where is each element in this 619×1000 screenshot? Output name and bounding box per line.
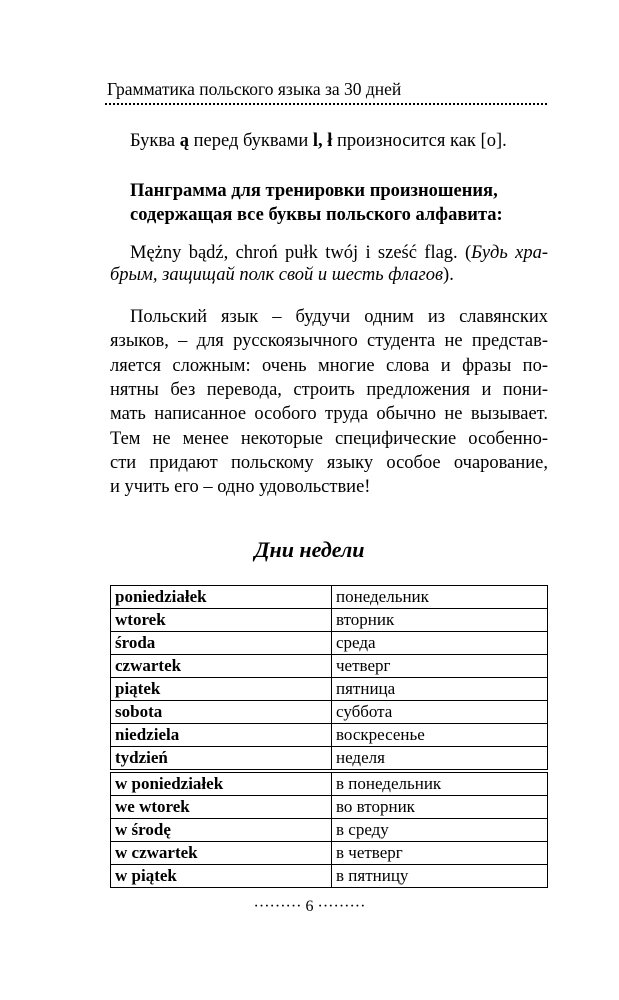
russian-word: вторник [332,609,548,632]
polish-word: poniedziałek [111,586,332,609]
table-row [111,747,548,770]
page-number [0,898,619,916]
table-row [111,701,548,724]
russian-word: суббота [332,701,548,724]
russian-word: в среду [332,819,548,842]
on-days-table [110,772,548,888]
russian-word: понедельник [332,586,548,609]
russian-word: неделя [332,747,548,770]
table-row [111,609,548,632]
russian-word: в пятницу [332,865,548,888]
table-row [111,724,548,747]
running-head: Грамматика польского языка за 30 дней [107,79,402,99]
paragraph-line: ляется сложным: очень многие слова и фразы по- [110,355,548,376]
header-rule [105,103,547,105]
polish-word: w piątek [111,865,332,888]
table-row [111,678,548,701]
pangram-close: ). [443,265,454,285]
russian-word: в понедельник [332,773,548,796]
polish-word: czwartek [111,655,332,678]
russian-word: в четверг [332,842,548,865]
pangram-line1 [110,241,548,265]
paragraph-line: языков, – для русскоязычного студента не представ- [110,331,548,352]
paragraph-line: нятны без перевода, строить предложения и пони- [110,379,548,400]
table-row [111,796,548,819]
table-row [111,842,548,865]
polish-word: we wtorek [111,796,332,819]
polish-word: środa [111,632,332,655]
folio-number: 6 [305,898,314,915]
rule-a-text-pre: Буква [130,131,180,151]
pangram-translation-2: брым, защищай полк свой и шесть флагов [110,265,444,285]
pangram-line2 [110,265,454,286]
polish-word: niedziela [111,724,332,747]
table-row [111,865,548,888]
polish-word: w środę [111,819,332,842]
pangram-translation-1: Будь хра- [471,243,548,263]
russian-word: среда [332,632,548,655]
polish-word: w poniedziałek [111,773,332,796]
polish-word: piątek [111,678,332,701]
rule-a-letter: ą [179,131,189,151]
pangram-polish: Mężny bądź, chroń pułk twój i sześć flag. ( [130,243,472,263]
pangram-heading-line1: Панграмма для тренировки произношения, [130,181,498,201]
pangram-heading-line2: содержащая все буквы польского алфавита: [130,205,503,225]
rule-a-text-post: произносится как [o]. [332,131,507,151]
paragraph-line: и учить его – одно удовольствие! [110,477,371,498]
table-row [111,655,548,678]
paragraph-line: Тем не менее некоторые специфические особенно- [110,428,548,449]
folio-dots-right: ········· [317,898,366,915]
paragraph-line: Польский язык – будучи одним из славянских [130,307,548,327]
days-table [110,585,548,770]
rule-a-text-mid: перед буквами [188,131,313,151]
table-row [111,819,548,842]
folio-dots-left: ········· [253,898,302,915]
section-title: Дни недели [254,537,365,562]
table-row [111,632,548,655]
polish-word: tydzień [111,747,332,770]
russian-word: четверг [332,655,548,678]
paragraph-line: мать написанное особого труда обычно не вызывает. [110,404,548,425]
russian-word: воскресенье [332,724,548,747]
polish-word: w czwartek [111,842,332,865]
polish-word: sobota [111,701,332,724]
russian-word: во вторник [332,796,548,819]
table-row [111,586,548,609]
paragraph-line: сти придают польскому языку особое очарование, [110,452,548,473]
rule-a-sentence [130,131,507,152]
rule-a-letters: l, ł [312,131,333,151]
polish-word: wtorek [111,609,332,632]
russian-word: пятница [332,678,548,701]
table-row [111,773,548,796]
